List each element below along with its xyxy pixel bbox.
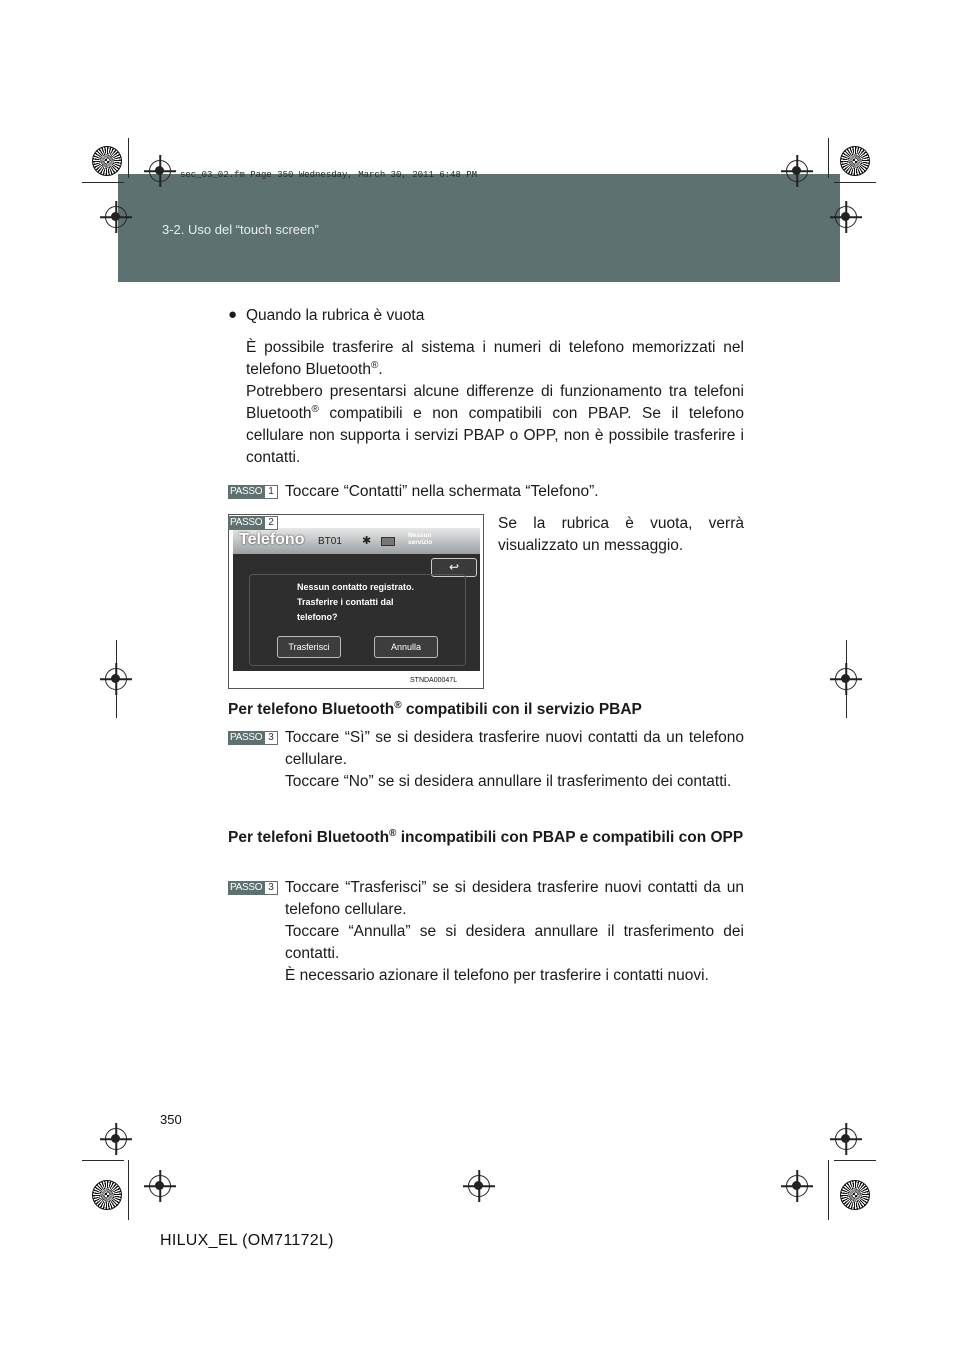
paragraph-compatibility: Potrebbero presentarsi alcune differenze di funzionamento tra telefoni Bluetooth® compatibili e non compatibili con PBAP. Se il telefono cellulare non supporta i servizi PBAP o OPP, non è possibile trasferire i contatti. [246,383,744,466]
step-1-tag: PASSO 1 [228,485,278,499]
battery-icon [381,537,395,546]
pbap-heading: Per telefono Bluetooth® compatibili con il servizio PBAP [228,699,642,718]
step-3b-text: Toccare “Trasferisci” se si desidera trasferire nuovi contatti da un telefono cellulare. Toccare “Annulla” se si desidera annullare il trasferimento dei contatti. È necessario azionare il telefono per trasferire i contatti nuovi. [285,879,744,984]
dialog-message: Nessun contatto registrato. Trasferire i contatti dal telefono? [297,582,415,622]
step-1-text: Toccare “Contatti” nella schermata “Telefono”. [285,483,599,500]
screen-device-name: BT01 [318,536,342,547]
bullet-icon: ● [228,306,238,323]
paragraph-intro: È possibile trasferire al sistema i numeri di telefono memorizzati nel telefono Bluetooth®. [246,339,744,378]
bullet-heading: Quando la rubrica è vuota [246,307,425,324]
step-3a-text: Toccare “Sì” se si desidera trasferire nuovi contatti da un telefono cellulare. Toccare “No” se si desidera annullare il trasferimento dei contatti. [285,729,744,790]
print-stamp: sec_03_02.fm Page 350 Wednesday, March 30, 2011 6:48 PM [180,170,478,180]
back-button[interactable]: ↩ [431,558,477,577]
manual-id: HILUX_EL (OM71172L) [160,1232,334,1249]
bluetooth-icon: ✱ [362,535,372,547]
touch-screen-image [233,528,480,671]
step-2-tag: PASSO 2 [228,516,278,530]
screen-status: Nessun servizio [408,532,433,546]
page-number: 350 [160,1112,182,1127]
step-2-text: Se la rubrica è vuota, verrà visualizzato un messaggio. [498,515,744,554]
step-3a-tag: PASSO 3 [228,731,278,745]
section-title: 3-2. Uso del “touch screen” [162,222,319,237]
opp-heading: Per telefoni Bluetooth® incompatibili con PBAP e compatibili con OPP [228,827,744,846]
screen-title: Telefono [239,531,305,548]
step-3b-tag: PASSO 3 [228,881,278,895]
figure-code: STNDA00047L [410,677,458,684]
cancel-button[interactable]: Annulla [374,636,438,658]
transfer-button[interactable]: Trasferisci [277,636,341,658]
